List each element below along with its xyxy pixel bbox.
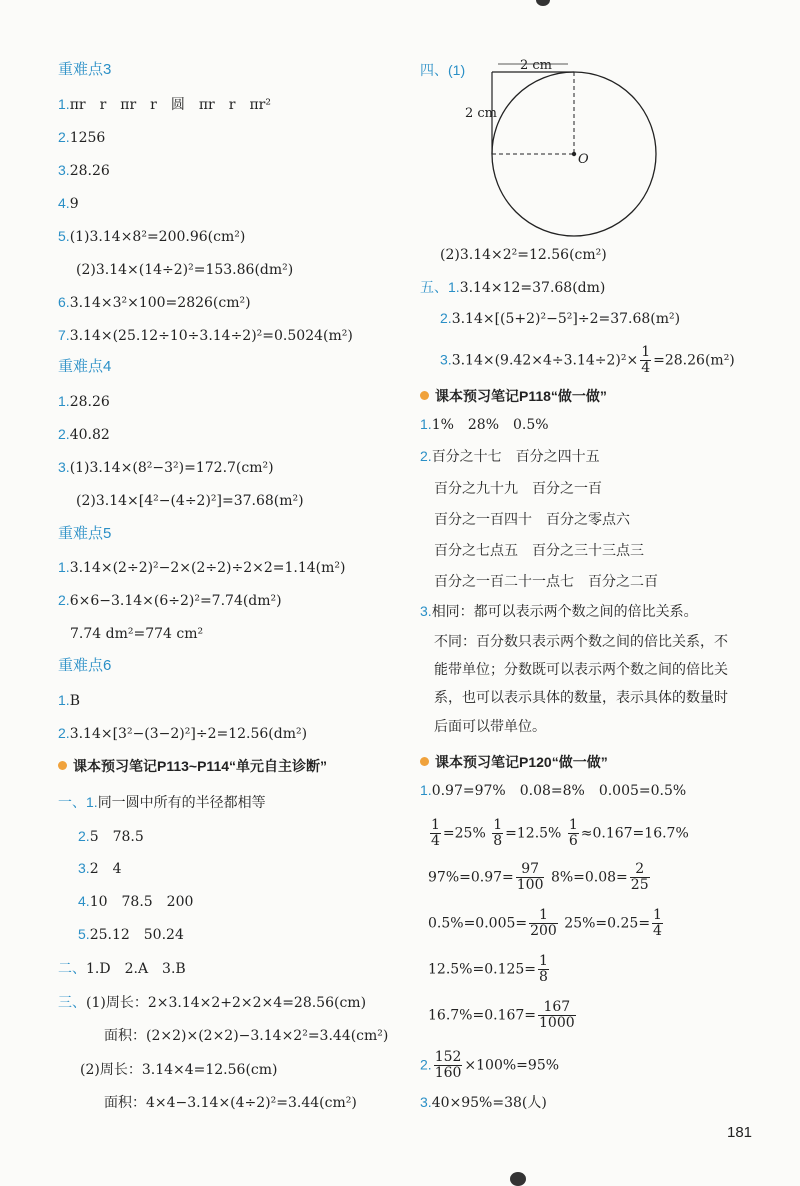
answer-line: 后面可以带单位。 xyxy=(434,719,546,735)
answer-line: 97%=0.97= $\frac{97}{100}$ 8%=0.08= $\frac{2}{25}$ xyxy=(428,861,649,893)
print-mark xyxy=(510,1172,526,1186)
section-title: 重难点5 xyxy=(58,525,112,542)
answer-line: 面积：4×4−3.14×(4÷2)²=3.44(cm²) xyxy=(104,1095,357,1111)
answer-line: 1.πr r πr r 圆 πr r πr² xyxy=(58,96,271,113)
page-number: 181 xyxy=(727,1124,753,1141)
circle-diagram xyxy=(470,58,670,248)
answer-line: (2)3.14×2²=12.56(cm²) xyxy=(440,247,607,263)
answer-line: 能带单位；分数既可以表示两个数之间的倍比关 xyxy=(434,662,728,678)
answer-line: 1.3.14×(2÷2)²−2×(2÷2)÷2×2=1.14(m²) xyxy=(58,559,346,576)
answer-line: 1.1% 28% 0.5% xyxy=(420,416,549,433)
answer-line: (2)周长：3.14×4=12.56(cm) xyxy=(80,1062,278,1078)
section-heading: 课本预习笔记P120“做一做” xyxy=(420,752,608,772)
answer-line: 二、1.D 2.A 3.B xyxy=(58,960,186,977)
answer-line: 12.5%=0.125= $\frac{1}{8}$ xyxy=(428,953,548,985)
bullet-dot-icon xyxy=(58,761,67,770)
answer-line: 2.百分之十七 百分之四十五 xyxy=(420,448,600,465)
answer-line: 3.2 4 xyxy=(78,860,122,877)
answer-line: 0.5%=0.005= $\frac{1}{200}$ 25%=0.25= $\frac{1}{4}$ xyxy=(428,907,662,939)
bullet-dot-icon xyxy=(420,757,429,766)
answer-line: 2.5 78.5 xyxy=(78,828,144,845)
answer-line: 3.3.14×(9.42×4÷3.14÷2)²× $\frac{1}{4}$ =28.26(m²) xyxy=(440,344,735,376)
answer-line: 5.(1)3.14×8²=200.96(cm²) xyxy=(58,228,246,245)
answer-line: 不同：百分数只表示两个数之间的倍比关系，不 xyxy=(434,634,728,650)
section-title: 重难点6 xyxy=(58,657,112,674)
answer-line: 2.1256 xyxy=(58,129,106,146)
answer-line: 2.3.14×[(5+2)²−5²]÷2=37.68(m²) xyxy=(440,310,681,327)
answer-line: 百分之一百四十 百分之零点六 xyxy=(434,512,630,528)
answer-line: 面积：(2×2)×(2×2)−3.14×2²=3.44(cm²) xyxy=(104,1028,389,1044)
answer-line: 3.相同：都可以表示两个数之间的倍比关系。 xyxy=(420,603,698,620)
figure-top-label: 2 cm xyxy=(520,58,553,73)
answer-line: 三、(1)周长：2×3.14×2+2×2×4=28.56(cm) xyxy=(58,994,367,1011)
figure-center-label: O xyxy=(578,152,589,167)
answer-line: 2.6×6−3.14×(6÷2)²=7.74(dm²) xyxy=(58,592,282,609)
question-four-label: 四、(1) xyxy=(420,62,466,78)
answer-line: 五、1.3.14×12=37.68(dm) xyxy=(420,279,606,296)
answer-line: 3.28.26 xyxy=(58,162,110,179)
section-title: 重难点4 xyxy=(58,358,112,375)
section-heading: 课本预习笔记P113~P114“单元自主诊断” xyxy=(58,756,327,776)
answer-line: 6.3.14×3²×100=2826(cm²) xyxy=(58,294,251,311)
answer-line: 4.9 xyxy=(58,195,79,212)
answer-line: 2.3.14×[3²−(3−2)²]÷2=12.56(dm²) xyxy=(58,725,308,742)
answer-line: 百分之一百二十一点七 百分之二百 xyxy=(434,574,658,590)
answer-line: 1.28.26 xyxy=(58,393,110,410)
answer-line: 7.3.14×(25.12÷10÷3.14÷2)²=0.5024(m²) xyxy=(58,327,353,344)
answer-line: 4.10 78.5 200 xyxy=(78,893,194,910)
answer-line: 3.40×95%=38(人) xyxy=(420,1094,547,1111)
section-heading: 课本预习笔记P118“做一做” xyxy=(420,386,607,406)
answer-line: 5.25.12 50.24 xyxy=(78,926,184,943)
bullet-dot-icon xyxy=(420,391,429,400)
answer-line: 系，也可以表示具体的数量，表示具体的数量时 xyxy=(434,690,728,706)
figure-side-label: 2 cm xyxy=(465,106,498,121)
answer-line: 3.(1)3.14×(8²−3²)=172.7(cm²) xyxy=(58,459,274,476)
answer-line: (2)3.14×(14÷2)²=153.86(dm²) xyxy=(76,262,294,278)
print-mark xyxy=(536,0,550,6)
answer-line: 1.0.97=97% 0.08=8% 0.005=0.5% xyxy=(420,782,687,799)
answer-line: 一、1.同一圆中所有的半径都相等 xyxy=(58,794,266,811)
answer-line: 16.7%=0.167= $\frac{167}{1000}$ xyxy=(428,999,575,1031)
answer-line: 百分之七点五 百分之三十三点三 xyxy=(434,543,644,559)
answer-line: $\frac{1}{4}$ =25% $\frac{1}{8}$ =12.5% $\frac{1}{6}$ ≈0.167=16.7% xyxy=(431,817,689,849)
answer-line: (2)3.14×[4²−(4÷2)²]=37.68(m²) xyxy=(76,493,304,509)
fraction: $\frac{1}{4}$ xyxy=(641,344,651,376)
answer-line: 7.74 dm²=774 cm² xyxy=(70,626,204,642)
section-title: 重难点3 xyxy=(58,61,112,78)
answer-line: 百分之九十九 百分之一百 xyxy=(434,481,602,497)
answer-line: 2. $\frac{152}{160}$ ×100%=95% xyxy=(420,1049,560,1081)
answer-line: 1.B xyxy=(58,692,80,709)
answer-line: 2.40.82 xyxy=(58,426,110,443)
